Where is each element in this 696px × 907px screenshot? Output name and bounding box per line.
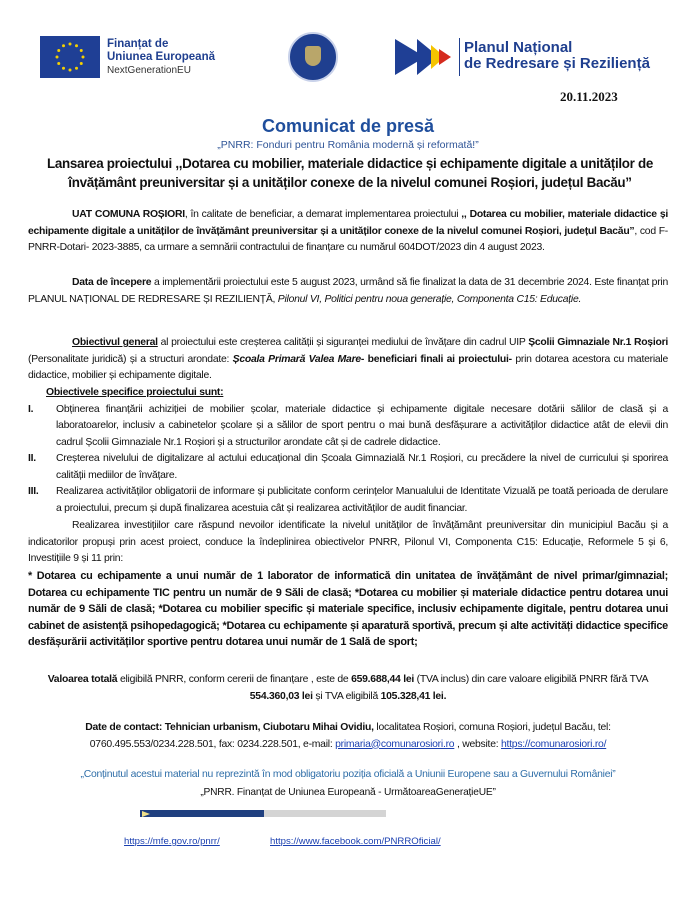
eu-logo-line2: Uniunea Europeană xyxy=(107,51,215,63)
footer-arrow-icon xyxy=(142,811,150,817)
pnrr-logo-divider xyxy=(459,38,460,76)
text-segment: 105.328,41 lei. xyxy=(380,690,447,702)
text-segment: Date de contact: Tehnician urbanism, Ciubotaru Mihai Ovidiu, xyxy=(85,722,374,733)
eu-star xyxy=(62,67,65,70)
total-value xyxy=(28,672,668,705)
subtitle: „PNRR: Fonduri pentru România modernă și reformată!” xyxy=(217,139,479,151)
eu-flag-icon xyxy=(40,36,100,78)
text-segment: Valoarea totală xyxy=(47,674,118,685)
text-segment: Școala Primară Valea Mare xyxy=(232,353,361,365)
objective-text: Creșterea nivelului de digitalizare al actului educațional din Școala Gimnazială Nr.1 Roșiori, cu precădere la nivel de curricului și sporirea calității mediilor de învățare. xyxy=(56,453,668,481)
contact-link[interactable]: primaria@comunarosiori.ro xyxy=(335,738,455,750)
specific-objectives xyxy=(28,385,668,517)
text-segment: 554.360,03 lei xyxy=(249,690,313,702)
objective-number: I. xyxy=(28,403,34,415)
text-segment: eligibilă PNRR, conform cererii de finanțare , este de xyxy=(117,674,352,685)
specific-objective-item xyxy=(28,484,668,517)
eu-star xyxy=(69,69,72,72)
text-segment: Școlii Gimnaziale Nr.1 Roșiori xyxy=(528,337,668,348)
eu-stars xyxy=(40,36,100,78)
eu-star xyxy=(75,44,78,47)
eu-star xyxy=(75,67,78,70)
page-title: Comunicat de presă xyxy=(261,116,435,136)
text-segment: , cod F-PNRR-Dotari- 2023-3885, ca urmare a semnării contractului de finanțare cu numărul 604DOT/2023 din 4 august 2023. xyxy=(28,225,668,253)
slogan: „PNRR. Finanțat de Uniunea Europeană - UrmătoareaGenerațieUE” xyxy=(200,787,496,798)
specific-objectives-heading: Obiectivele specifice proiectului sunt: xyxy=(46,387,224,398)
specific-objectives-list xyxy=(28,402,668,518)
romanian-government-seal-icon xyxy=(288,32,338,82)
specific-objective-item xyxy=(28,402,668,452)
eu-funding-logo-text xyxy=(107,38,215,77)
eu-star xyxy=(69,43,72,46)
text-segment: prin dotarea acestora cu materiale didactice, mobilier și echipamente digitale. xyxy=(28,353,668,381)
text-segment: localitatea Roșiori, comuna Roșiori, județul Bacău, tel: 0760.495.553/0234.228.501, fax: 0234.228.501, e-mail: xyxy=(89,722,611,750)
pnrr-logo-line1: Planul Național xyxy=(464,39,573,56)
eu-star xyxy=(80,62,83,65)
text-segment: Data de începere xyxy=(72,277,152,288)
eu-star xyxy=(57,49,60,52)
investments-list: * Dotarea cu echipamente a unui număr de 1 laborator de informatică din unitatea de învățământ de nivel primar/gimnazial; Dotarea cu echipamente TIC pentru un număr de 9 Săli de clasă; *Dotarea cu mobilier și materiale didactice pentru dotarea unui număr de 9 Săli de clasă; *Dotarea cu mobilier specific și materiale specifice, inclusiv echipamente digitale, pentru dotarea unui cabinet de asistență psihopedagogică; *Dotarea cu echipamente și aparatură sportivă, precum și alte activități didactice specifice desfășurării activităților sportive pentru dotarea unui număr de 1 Sală de sport; xyxy=(28,570,668,648)
pnrr-arrows-icon xyxy=(395,37,457,82)
contact-details xyxy=(28,720,668,753)
pnrr-footer-bar xyxy=(140,810,386,817)
text-segment: Obiectivul general xyxy=(72,337,158,348)
facebook-pnrr-link[interactable]: https://www.facebook.com/PNRROficial/ xyxy=(270,836,441,847)
objective-number: III. xyxy=(28,486,39,497)
objective-text: Realizarea activităților obligatorii de informare și publicitate conform cerințelor Manualului de Identitate Vizuală pe toată perioada de derulare a proiectului, precum și după finalizarea acestuia cât și realizarea activităților de audit financiar. xyxy=(56,486,668,514)
dates-paragraph xyxy=(28,275,668,308)
text-segment: , website: xyxy=(454,738,501,750)
text-segment: a implementării proiectului este 5 august 2023, urmând să fie finalizat la data de 31 decembrie 2024. Este finanțat prin PLANUL NAȚIONAL DE REDRESARE ȘI REZILIENȚĂ, xyxy=(28,277,668,305)
eu-star xyxy=(82,56,85,59)
text-segment: - beneficiari finali ai proiectului- xyxy=(360,353,512,365)
investments-intro: Realizarea investițiilor care răspund nevoilor identificate la nivelul unităților de învățământ preuniversitar din municipiul Bacău și a indicatorilor propuși prin acest proiect, conduce la îndeplinirea obiectivelor PNRR, Pilonul VI, Componenta C15: Educație, Reformele 5 și 6, Investițiile 9 și 11 prin: xyxy=(28,520,668,564)
eu-star xyxy=(56,56,59,59)
pnrr-logo-line2: de Redresare și Reziliență xyxy=(464,55,650,72)
text-segment: 659.688,44 lei xyxy=(351,674,415,685)
eu-star xyxy=(80,49,83,52)
eu-star xyxy=(62,44,65,47)
eu-logo-line1: Finanțat de xyxy=(107,38,169,50)
eu-star xyxy=(57,62,60,65)
disclaimer: „Conținutul acestui material nu reprezintă în mod obligatoriu poziția oficială a Uniunii Europene sau a Guvernului României” xyxy=(80,769,616,780)
text-segment: ,, Dotarea cu mobilier, materiale didactice și echipamente digitale a unităților de învățământ preuniversitar și a unităților conexe de la nivelul comunei Roșiori, județul Bacău” xyxy=(28,209,668,237)
specific-objective-item xyxy=(28,451,668,484)
contact-link[interactable]: https://comunarosiori.ro/ xyxy=(501,738,607,750)
objective-number: II. xyxy=(28,453,36,464)
objective-paragraph xyxy=(28,335,668,385)
footer-bar-blue xyxy=(140,810,264,817)
text-segment: (Personalitate juridică) și a structuri arondate: xyxy=(28,353,233,365)
text-segment: UAT COMUNA ROȘIORI xyxy=(72,209,185,220)
mfe-pnrr-link[interactable]: https://mfe.gov.ro/pnrr/ xyxy=(124,836,220,847)
intro-paragraph xyxy=(28,207,668,257)
document-date: 20.11.2023 xyxy=(560,89,618,104)
text-segment: (TVA inclus) din care valoare eligibilă PNRR fără TVA xyxy=(414,674,649,685)
eu-logo-line3: NextGenerationEU xyxy=(107,65,191,76)
text-segment: Pilonul VI, Politici pentru noua generație, Componenta C15: Educație. xyxy=(277,293,582,305)
objective-text: Obținerea finanțării achiziției de mobilier școlar, materiale didactice și echipamente digitale necesare dotării sălilor de clasă și a laboratoarelor, inclusiv a cabinetelor școlare și a sălilor de sport pentru o mai bună desfășurare a activităților didactice atât de elevii din cadrul Școlii Gimnaziale Nr.1 Roșiori și a structurilor arondate cât și de cadrele didactice. xyxy=(56,403,668,448)
text-segment: , în calitate de beneficiar, a demarat implementarea proiectului xyxy=(184,209,462,220)
text-segment: și TVA eligibilă xyxy=(312,690,381,702)
text-segment: al proiectului este creșterea calității și siguranței mediului de învățare din cadrul UIP xyxy=(157,337,529,348)
pnrr-logo-text xyxy=(464,40,650,72)
footer-bar-grey xyxy=(264,810,386,817)
headline: Lansarea proiectului ,,Dotarea cu mobilier, materiale didactice și echipamente digitale a unităților de învățământ preuniversitar și a unităților conexe de la nivelul comunei Roșiori, județul Bacău” xyxy=(46,156,654,190)
